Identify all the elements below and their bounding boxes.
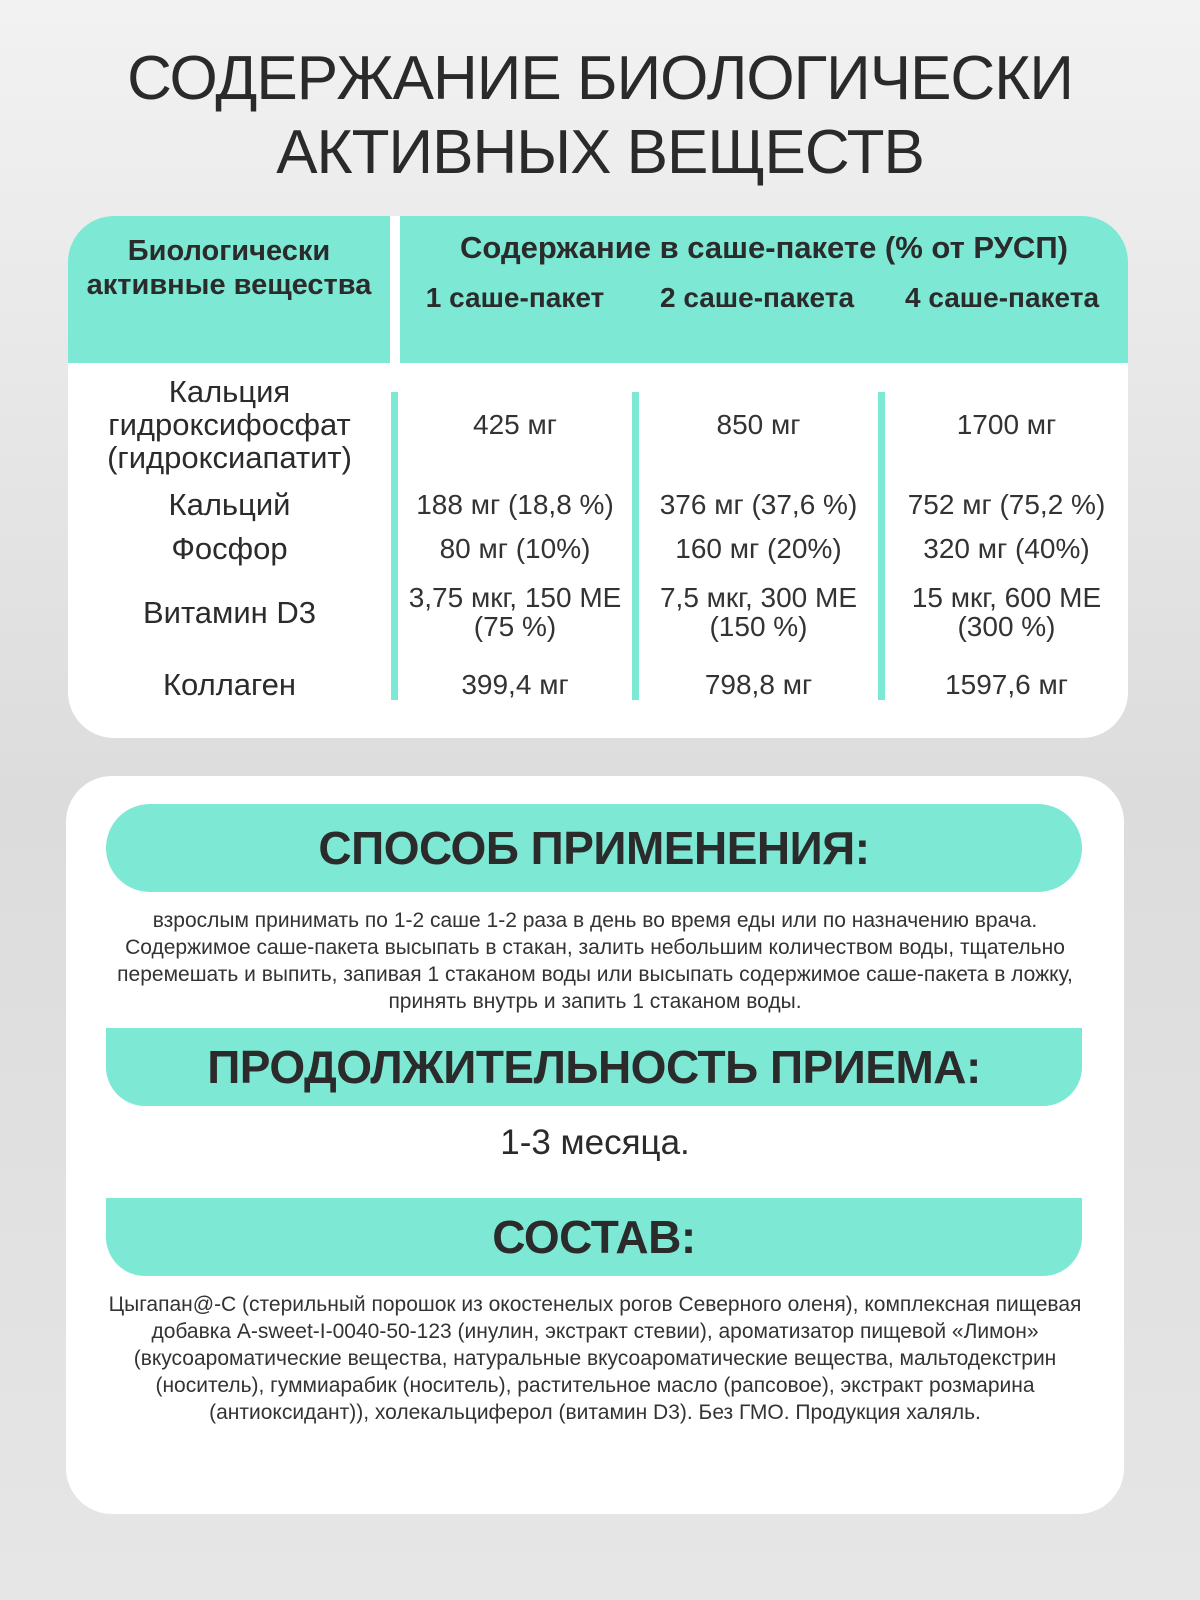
substance-name: Кальция гидроксифосфат (гидроксиапатит): [107, 373, 352, 475]
table-row: [68, 527, 1128, 569]
value-2-sachets: 376 мг (37,6 %): [659, 488, 858, 520]
duration-text: 1-3 месяца.: [500, 1123, 690, 1162]
value-1-sachet: 188 мг (18,8 %): [416, 488, 614, 520]
value-4-sachets: 320 мг (40%): [923, 532, 1090, 564]
composition-text: Цыгапан@-С (стерильный порошок из окостенелых рогов Северного оленя), комплексная пищевая добавка A-sweet-I-0040-50-123 (инулин, экстракт стевии), ароматизатор пищевой «Лимон» (вкусоароматические вещества, натуральные вкусоароматические вещества, мальтодекстрин (носитель), гуммиарабик (носитель), растительное масло (рапсовое), экстракт розмарина (антиоксидант)), холекальциферол (витамин D3). Без ГМО. Продукция халяль.: [108, 1293, 1082, 1424]
table-row: [68, 374, 1128, 474]
substance-name: Витамин D3: [142, 594, 317, 630]
value-2-sachets: 798,8 мг: [704, 668, 813, 700]
value-1-sachet: 3,75 мкг, 150 МЕ (75 %): [408, 582, 622, 642]
substance-name: Фосфор: [171, 530, 288, 566]
value-1-sachet: 425 мг: [473, 408, 557, 440]
header-content-group: Содержание в саше-пакете (% от РУСП): [460, 230, 1068, 265]
value-4-sachets: 1700 мг: [956, 408, 1057, 440]
header-1-sachet: 1 саше-пакет: [425, 282, 605, 313]
value-2-sachets: 850 мг: [716, 408, 801, 440]
table-row: [68, 483, 1128, 525]
page-title-line-1: СОДЕРЖАНИЕ БИОЛОГИЧЕСКИ: [127, 44, 1073, 113]
nutrient-table: [68, 216, 1128, 738]
header-substances: Биологически активные вещества: [86, 235, 372, 301]
header-divider: [390, 216, 400, 363]
substance-name: Кальций: [168, 486, 291, 522]
page-title-line-2: АКТИВНЫХ ВЕЩЕСТВ: [276, 118, 924, 187]
duration-heading: ПРОДОЛЖИТЕЛЬНОСТЬ ПРИЕМА:: [106, 1028, 1082, 1106]
composition-heading: СОСТАВ:: [106, 1198, 1082, 1276]
table-row: [68, 577, 1128, 647]
value-2-sachets: 160 мг (20%): [675, 532, 842, 564]
value-1-sachet: 80 мг (10%): [439, 532, 591, 564]
header-2-sachets: 2 саше-пакета: [659, 282, 855, 313]
header-4-sachets: 4 саше-пакета: [904, 282, 1100, 313]
table-row: [68, 664, 1128, 704]
value-4-sachets: 752 мг (75,2 %): [907, 488, 1106, 520]
value-1-sachet: 399,4 мг: [461, 668, 569, 700]
substance-name: Коллаген: [162, 666, 297, 702]
value-4-sachets: 1597,6 мг: [945, 668, 1068, 700]
usage-text: взрослым принимать по 1-2 саше 1-2 раза в день во время еды или по назначению врача. Содержимое саше-пакета высыпать в стакан, залить небольшим количеством воды, тщательно перемешать и выпить, запивая 1 стаканом воды или высыпать содержимое саше-пакета в ложку, принять внутрь и запить 1 стаканом воды.: [117, 909, 1073, 1013]
value-4-sachets: 15 мкг, 600 МЕ (300 %): [911, 582, 1102, 642]
usage-heading: СПОСОБ ПРИМЕНЕНИЯ:: [106, 804, 1082, 892]
info-card: [66, 776, 1124, 1514]
page-title: [0, 42, 1200, 190]
value-2-sachets: 7,5 мкг, 300 МЕ (150 %): [659, 582, 858, 642]
